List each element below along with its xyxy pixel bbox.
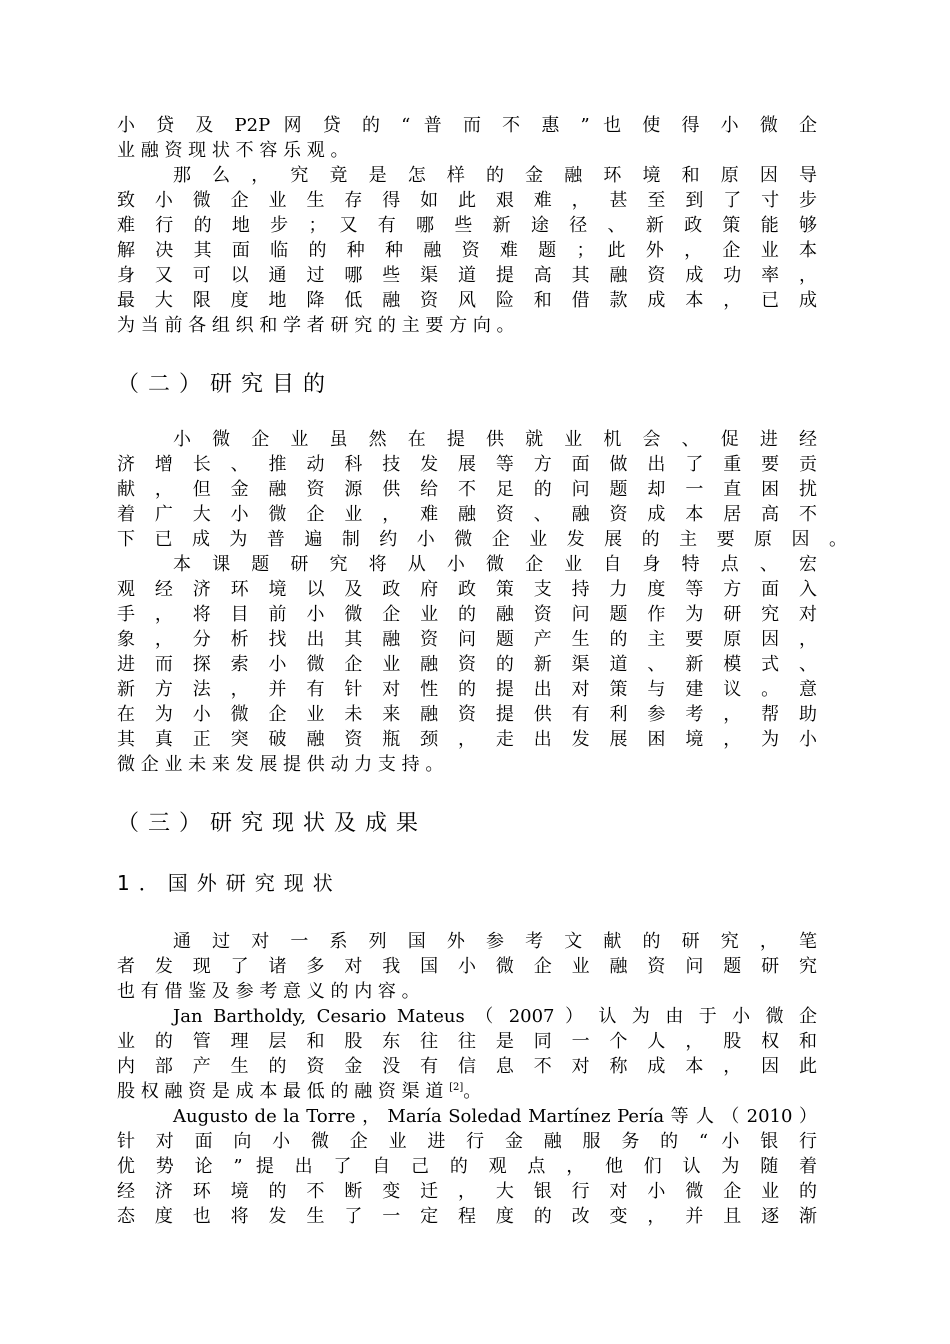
text-line: 小 微 企 业 虽 然 在 提 供 就 业 机 会 、 促 进 经 [173, 429, 817, 450]
text-line: 献 ， 但 金 融 资 源 供 给 不 足 的 问 题 却 一 直 困 扰 [117, 479, 817, 500]
text-line: 新 方 法 ， 并 有 针 对 性 的 提 出 对 策 与 建 议 。 意 [117, 679, 817, 700]
text-segment: 。 [463, 1081, 482, 1102]
text-line: 经 济 环 境 的 不 断 变 迁 ， 大 银 行 对 小 微 企 业 的 [117, 1181, 817, 1202]
text-line: 内 部 产 生 的 资 金 没 有 信 息 不 对 称 成 本 ， 因 此 [117, 1056, 817, 1077]
text-line: 其 真 正 突 破 融 资 瓶 颈 ， 走 出 发 展 困 境 ， 为 小 [117, 729, 817, 750]
text-line: 下 已 成 为 普 遍 制 约 小 微 企 业 发 展 的 主 要 原 因 。 [117, 529, 847, 550]
text-line: 者 发 现 了 诸 多 对 我 国 小 微 企 业 融 资 问 题 研 究 [117, 956, 817, 977]
text-line: 态 度 也 将 发 生 了 一 定 程 度 的 改 变 ， 并 且 逐 渐 [117, 1206, 817, 1227]
text-line: 济 增 长 、 推 动 科 技 发 展 等 方 面 做 出 了 重 要 贡 [117, 454, 817, 475]
paragraph-foreign-1 [117, 929, 817, 1004]
text-line: 难 行 的 地 步 ； 又 有 哪 些 新 途 径 、 新 政 策 能 够 [117, 215, 817, 236]
paragraph-purpose-1 [117, 427, 847, 552]
paragraph-foreign-3 [117, 1104, 817, 1229]
section-heading-purpose: （二）研究目的 [117, 372, 335, 397]
paragraph-question [117, 163, 817, 338]
paragraph-purpose-2 [117, 552, 817, 777]
text-line: 小 贷 及 P2P 网 贷 的 “ 普 而 不 惠 ” 也 使 得 小 微 企 [117, 115, 817, 136]
text-line: 手 ， 将 目 前 小 微 企 业 的 融 资 问 题 作 为 研 究 对 [117, 604, 817, 625]
citation-marker[interactable]: [2] [449, 1082, 464, 1093]
text-line: 本 课 题 研 究 将 从 小 微 企 业 自 身 特 点 、 宏 [173, 554, 817, 575]
text-line: 在 为 小 微 企 业 未 来 融 资 提 供 有 利 参 考 ， 帮 助 [117, 704, 817, 725]
text-line: 也 有 借 鉴 及 参 考 意 义 的 内 容 。 [117, 981, 420, 1002]
text-line: 优 势 论 ” 提 出 了 自 己 的 观 点 ， 他 们 认 为 随 着 [117, 1156, 817, 1177]
text-line: 业 融 资 现 状 不 容 乐 观 。 [117, 140, 349, 161]
text-line [117, 1079, 817, 1104]
text-line: 通 过 对 一 系 列 国 外 参 考 文 献 的 研 究 ， 笔 [173, 931, 817, 952]
text-line: 进 而 探 索 小 微 企 业 融 资 的 新 渠 道 、 新 模 式 、 [117, 654, 817, 675]
text-line: 为 当 前 各 组 织 和 学 者 研 究 的 主 要 方 向 。 [117, 315, 515, 336]
text-line: 最 大 限 度 地 降 低 融 资 风 险 和 借 款 成 本 ， 已 成 [117, 290, 817, 311]
text-line: 象 ， 分 析 找 出 其 融 资 问 题 产 生 的 主 要 原 因 ， [117, 629, 817, 650]
subsection-heading-foreign: 1．国外研究现状 [117, 871, 342, 895]
text-line: 着 广 大 小 微 企 业 ， 难 融 资 、 融 资 成 本 居 高 不 [117, 504, 817, 525]
text-line: 身 又 可 以 通 过 哪 些 渠 道 提 高 其 融 资 成 功 率 ， [117, 265, 817, 286]
text-line: 观 经 济 环 境 以 及 政 府 政 策 支 持 力 度 等 方 面 入 [117, 579, 817, 600]
paragraph-foreign-2 [117, 1004, 817, 1104]
text-line: 解 决 其 面 临 的 种 种 融 资 难 题 ； 此 外 ， 企 业 本 [117, 240, 817, 261]
text-line: 微 企 业 未 来 发 展 提 供 动 力 支 持 。 [117, 754, 444, 775]
document-page [117, 113, 847, 1229]
text-segment: 股 权 融 资 是 成 本 最 低 的 融 资 渠 道 [117, 1081, 444, 1102]
text-line: 致 小 微 企 业 生 存 得 如 此 艰 难 ， 甚 至 到 了 寸 步 [117, 190, 817, 211]
text-line: 业 的 管 理 层 和 股 东 往 往 是 同 一 个 人 ， 股 权 和 [117, 1031, 817, 1052]
paragraph-intro [117, 113, 817, 163]
text-line: Jan Bartholdy, Cesario Mateus （ 2007 ） 认 为 由 于 小 微 企 [173, 1006, 817, 1027]
text-line: 针 对 面 向 小 微 企 业 进 行 金 融 服 务 的 “ 小 银 行 [117, 1131, 817, 1152]
text-line: 那 么 ， 究 竟 是 怎 样 的 金 融 环 境 和 原 因 导 [173, 165, 817, 186]
section-heading-status: （三）研究现状及成果 [117, 811, 428, 836]
text-line: Augusto de la Torre ， María Soledad Martínez Pería 等 人 （ 2010 ） [173, 1106, 817, 1127]
